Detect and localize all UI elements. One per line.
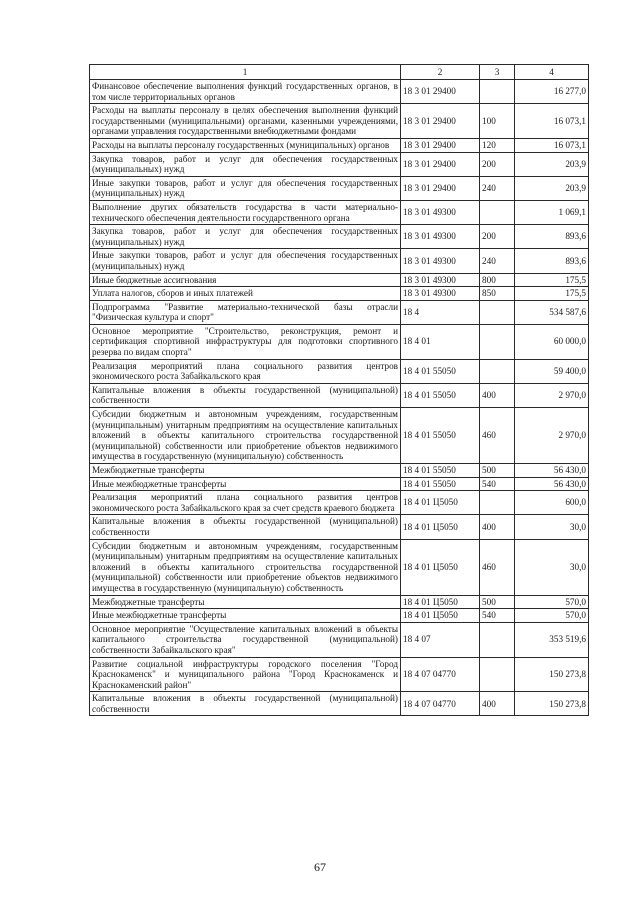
row-expense-type: 240: [480, 249, 515, 273]
row-expense-type: [480, 622, 515, 657]
row-target-code: 18 4: [401, 300, 480, 324]
row-target-code: 18 3 01 49300: [401, 249, 480, 273]
row-name: Межбюджетные трансферты: [90, 464, 401, 478]
row-amount: 175,5: [515, 273, 589, 287]
row-amount: 30,0: [515, 539, 589, 595]
header-col-3: 3: [480, 65, 515, 80]
row-target-code: 18 3 01 29400: [401, 152, 480, 176]
table-row: [90, 595, 589, 609]
table-header-row: [90, 65, 589, 80]
table-row: [90, 383, 589, 407]
row-name: Иные закупки товаров, работ и услуг для обеспечения государственных (муниципальных) нужд: [90, 249, 401, 273]
row-target-code: 18 3 01 49300: [401, 287, 480, 301]
row-target-code: 18 3 01 49300: [401, 225, 480, 249]
row-target-code: 18 3 01 49300: [401, 200, 480, 224]
row-expense-type: 400: [480, 515, 515, 539]
row-expense-type: 850: [480, 287, 515, 301]
row-target-code: 18 4 01 55050: [401, 383, 480, 407]
header-col-1: 1: [90, 65, 401, 80]
row-target-code: 18 4 07: [401, 622, 480, 657]
table-row: [90, 80, 589, 104]
row-name: Иные бюджетные ассигнования: [90, 273, 401, 287]
row-target-code: 18 3 01 29400: [401, 176, 480, 200]
row-expense-type: [480, 359, 515, 383]
row-name: Капитальные вложения в объекты государственной (муниципальной) собственности: [90, 515, 401, 539]
table-row: [90, 359, 589, 383]
header-col-2: 2: [401, 65, 480, 80]
row-amount: 16 073,1: [515, 104, 589, 139]
table-row: [90, 491, 589, 515]
row-expense-type: 200: [480, 152, 515, 176]
table-row: [90, 249, 589, 273]
row-name: Капитальные вложения в объекты государственной (муниципальной) собственности: [90, 383, 401, 407]
table-row: [90, 176, 589, 200]
table-row: [90, 287, 589, 301]
table-row: [90, 324, 589, 359]
row-expense-type: [480, 324, 515, 359]
row-target-code: 18 3 01 29400: [401, 104, 480, 139]
row-name: Закупка товаров, работ и услуг для обеспечения государственных (муниципальных) нужд: [90, 225, 401, 249]
row-amount: 150 273,8: [515, 692, 589, 716]
row-expense-type: 240: [480, 176, 515, 200]
row-target-code: 18 4 01 55050: [401, 359, 480, 383]
row-name: Финансовое обеспечение выполнения функций государственных органов, в том числе территориальных органов: [90, 80, 401, 104]
row-name: Иные межбюджетные трансферты: [90, 609, 401, 623]
row-amount: 893,6: [515, 249, 589, 273]
row-expense-type: 500: [480, 595, 515, 609]
row-name: Уплата налогов, сборов и иных платежей: [90, 287, 401, 301]
table-row: [90, 657, 589, 692]
row-amount: 30,0: [515, 515, 589, 539]
row-target-code: 18 4 01: [401, 324, 480, 359]
row-amount: 203,9: [515, 152, 589, 176]
row-expense-type: [480, 491, 515, 515]
row-name: Капитальные вложения в объекты государственной (муниципальной) собственности: [90, 692, 401, 716]
row-target-code: 18 3 01 49300: [401, 273, 480, 287]
row-amount: 534 587,6: [515, 300, 589, 324]
row-target-code: 18 4 01 55050: [401, 464, 480, 478]
row-name: Иные межбюджетные трансферты: [90, 477, 401, 491]
row-name: Субсидии бюджетным и автономным учреждениям, государственным (муниципальным) унитарным предприятиям на осуществление капитальных вложений в объекты капитального строительства государственной (муниципальной) собственности или приобретение объектов недвижимого имущества в государственную (муниципальную) собственность: [90, 408, 401, 464]
table-row: [90, 152, 589, 176]
table-row: [90, 609, 589, 623]
row-target-code: 18 4 01 55050: [401, 408, 480, 464]
row-expense-type: 200: [480, 225, 515, 249]
row-name: Развитие социальной инфраструктуры городского поселения "Город Краснокаменск" и муниципального района "Город Краснокаменск и Краснокаменский район": [90, 657, 401, 692]
row-expense-type: 460: [480, 539, 515, 595]
row-expense-type: [480, 200, 515, 224]
table-row: [90, 408, 589, 464]
row-target-code: 18 3 01 29400: [401, 80, 480, 104]
table-row: [90, 539, 589, 595]
table-row: [90, 200, 589, 224]
row-expense-type: 540: [480, 609, 515, 623]
row-target-code: 18 4 01 Ц5050: [401, 515, 480, 539]
row-amount: 16 277,0: [515, 80, 589, 104]
row-amount: 16 073,1: [515, 138, 589, 152]
row-amount: 175,5: [515, 287, 589, 301]
row-amount: 2 970,0: [515, 408, 589, 464]
table-row: [90, 225, 589, 249]
row-amount: 600,0: [515, 491, 589, 515]
row-expense-type: [480, 300, 515, 324]
row-name: Закупка товаров, работ и услуг для обеспечения государственных (муниципальных) нужд: [90, 152, 401, 176]
row-name: Выполнение других обязательств государства в части материально-технического обеспечения деятельности государственного органа: [90, 200, 401, 224]
table-row: [90, 622, 589, 657]
row-expense-type: [480, 657, 515, 692]
row-amount: 570,0: [515, 609, 589, 623]
row-name: Основное мероприятие "Строительство, реконструкция, ремонт и сертификация спортивной инфраструктуры для подготовки спортивного резерва по видам спорта": [90, 324, 401, 359]
row-amount: 893,6: [515, 225, 589, 249]
row-name: Подпрограмма "Развитие материально-технической базы отрасли "Физическая культура и спорт": [90, 300, 401, 324]
row-name: Реализация мероприятий плана социального развития центров экономического роста Забайкальского края: [90, 359, 401, 383]
row-name: Расходы на выплаты персоналу государственных (муниципальных) органов: [90, 138, 401, 152]
table-row: [90, 138, 589, 152]
row-name: Реализация мероприятий плана социального развития центров экономического роста Забайкальского края за счет средств краевого бюджета: [90, 491, 401, 515]
row-expense-type: 400: [480, 383, 515, 407]
row-name: Расходы на выплаты персоналу в целях обеспечения выполнения функций государственными (муниципальными) органами, казенными учреждениями, органами управления государственными внебюджетными фондами: [90, 104, 401, 139]
row-amount: 353 519,6: [515, 622, 589, 657]
row-target-code: 18 4 01 Ц5050: [401, 595, 480, 609]
row-expense-type: [480, 80, 515, 104]
row-amount: 60 000,0: [515, 324, 589, 359]
table-row: [90, 273, 589, 287]
row-amount: 59 400,0: [515, 359, 589, 383]
row-amount: 56 430,0: [515, 464, 589, 478]
row-target-code: 18 4 07 04770: [401, 657, 480, 692]
row-amount: 56 430,0: [515, 477, 589, 491]
row-name: Иные закупки товаров, работ и услуг для обеспечения государственных (муниципальных) нужд: [90, 176, 401, 200]
table-row: [90, 300, 589, 324]
row-expense-type: 540: [480, 477, 515, 491]
table-row: [90, 477, 589, 491]
row-expense-type: 100: [480, 104, 515, 139]
table-row: [90, 104, 589, 139]
row-amount: 150 273,8: [515, 657, 589, 692]
header-col-4: 4: [515, 65, 589, 80]
table-row: [90, 515, 589, 539]
row-target-code: 18 4 01 55050: [401, 477, 480, 491]
row-target-code: 18 3 01 29400: [401, 138, 480, 152]
table-row: [90, 692, 589, 716]
table-row: [90, 464, 589, 478]
row-name: Межбюджетные трансферты: [90, 595, 401, 609]
row-expense-type: 460: [480, 408, 515, 464]
row-expense-type: 120: [480, 138, 515, 152]
row-expense-type: 400: [480, 692, 515, 716]
row-target-code: 18 4 01 Ц5050: [401, 491, 480, 515]
row-amount: 1 069,1: [515, 200, 589, 224]
row-target-code: 18 4 07 04770: [401, 692, 480, 716]
page-number: 67: [314, 860, 326, 874]
row-target-code: 18 4 01 Ц5050: [401, 609, 480, 623]
table-body: [90, 80, 589, 716]
row-name: Субсидии бюджетным и автономным учреждениям, государственным (муниципальным) унитарным предприятиям на осуществление капитальных вложений в объекты капитального строительства государственной (муниципальной) собственности или приобретение объектов недвижимого имущества в государственную (муниципальную) собственность: [90, 539, 401, 595]
row-expense-type: 500: [480, 464, 515, 478]
row-amount: 570,0: [515, 595, 589, 609]
row-amount: 203,9: [515, 176, 589, 200]
row-amount: 2 970,0: [515, 383, 589, 407]
row-target-code: 18 4 01 Ц5050: [401, 539, 480, 595]
row-name: Основное мероприятие "Осуществление капитальных вложений в объекты капитального строительства государственной (муниципальной) собственности Забайкальского края": [90, 622, 401, 657]
row-expense-type: 800: [480, 273, 515, 287]
budget-table: [89, 64, 589, 716]
